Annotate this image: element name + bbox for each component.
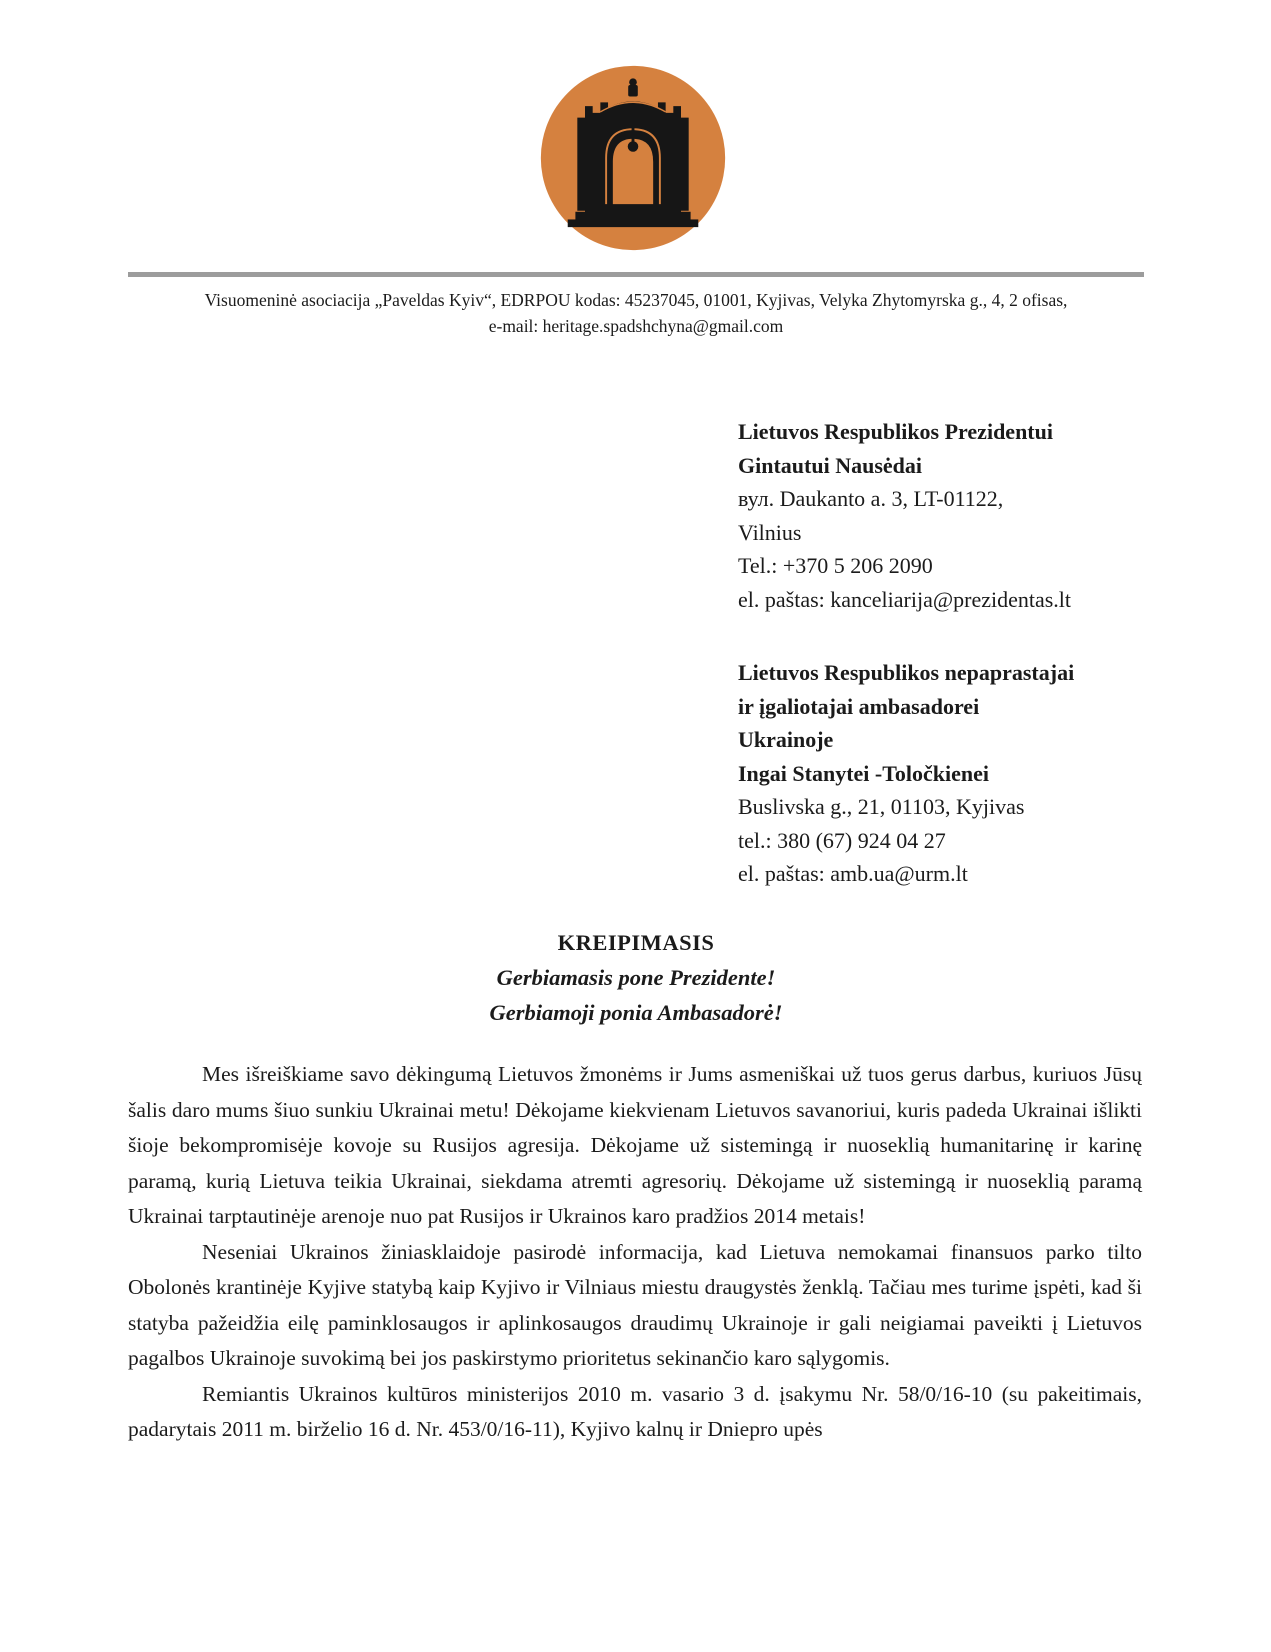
body-paragraph-2: Neseniai Ukrainos žiniasklaidoje pasirodė informacija, kad Lietuva nemokamai finansuos parko tilto Obolonės krantinėje Kyjive statybą kaip Kyjivo ir Vilniaus miestu draugystės ženklą. Tačiau mes turime įspėti, kad ši statyba pažeidžia eilę paminklosaugos ir aplinkosaugos draudimų Ukrainoje ir gali neigiamai paveikti į Lietuvos pagalbos Ukrainoje suvokimą bei jos paskirstymo prioritetus sekinančio karo sąlygomis. xyxy=(128,1239,1142,1370)
letter-title-block xyxy=(128,925,1144,1030)
recipient-title-line: ir įgaliotajai ambasadorei xyxy=(738,693,980,719)
org-info-line2: e-mail: heritage.spadshchyna@gmail.com xyxy=(488,316,784,336)
recipient-block-ambassador xyxy=(738,656,1208,891)
recipient-blocks-gap xyxy=(738,616,1208,656)
letter-heading: KREIPIMASIS xyxy=(557,930,715,955)
body-paragraph-1: Mes išreiškiame savo dėkingumą Lietuvos žmonėms ir Jums asmeniškai už tuos gerus darbus, kuriuos Jūsų šalis daro mums šiuo sunkiu Ukrainai metu! Dėkojame kiekvienam Lietuvos savanoriui, kuris padeda Ukrainai išlikti šioje bekompromisėje kovoje su Rusijos agresija. Dėkojame už sistemingą ir nuoseklią humanitarinę ir karinę paramą, kurią Lietuva teikia Ukrainai, siekdama atremti agresorių. Dėkojame už sistemingą ir nuoseklią paramą Ukrainai tarptautinėje arenoje nuo pat Rusijos ir Ukrainos karo pradžios 2014 metais! xyxy=(128,1062,1142,1228)
recipient-city-line: Vilnius xyxy=(738,519,802,545)
recipient-phone-line: tel.: 380 (67) 924 04 27 xyxy=(738,827,946,853)
org-info xyxy=(128,287,1144,339)
recipient-title-line: Lietuvos Respublikos Prezidentui xyxy=(738,419,1053,444)
salutation-president: Gerbiamasis pone Prezidente! xyxy=(496,965,776,990)
recipient-address-line: Buslivska g., 21, 01103, Kyjivas xyxy=(738,794,1025,819)
recipient-name-line: Ingai Stanytei -Toločkienei xyxy=(738,760,989,786)
recipient-phone-line: Tel.: +370 5 206 2090 xyxy=(738,553,933,578)
recipient-name-line: Gintautui Nausėdai xyxy=(738,452,922,478)
body-paragraph-3: Remiantis Ukrainos kultūros ministerijos 2010 m. vasario 3 d. įsakymu Nr. 58/0/16-10 (su pakeitimais, padarytais 2011 m. birželio 16 d. Nr. 453/0/16-11), Kyjivo kalnų ir Dniepro upės xyxy=(128,1381,1142,1441)
org-logo xyxy=(537,62,729,254)
salutation-ambassador: Gerbiamoji ponia Ambasadorė! xyxy=(489,1000,783,1025)
recipient-block-president xyxy=(738,415,1208,616)
recipient-email-line: el. paštas: amb.ua@urm.lt xyxy=(738,861,968,886)
header-divider xyxy=(128,272,1144,277)
org-info-line1: Visuomeninė asociacija „Paveldas Kyiv“, EDRPOU kodas: 45237045, 01001, Kyjivas, Velyka Zhytomyrska g., 4, 2 ofisas, xyxy=(204,290,1068,310)
recipient-title-line: Lietuvos Respublikos nepaprastajai xyxy=(738,660,1075,685)
letter-body xyxy=(128,1057,1142,1448)
arch-logo-svg xyxy=(537,62,729,254)
recipient-address-line: вул. Daukanto a. 3, LT-01122, xyxy=(738,486,1004,511)
recipient-blocks xyxy=(738,415,1208,891)
recipient-title-line: Ukrainoje xyxy=(738,727,834,752)
recipient-email-line: el. paštas: kanceliarija@prezidentas.lt xyxy=(738,586,1072,612)
